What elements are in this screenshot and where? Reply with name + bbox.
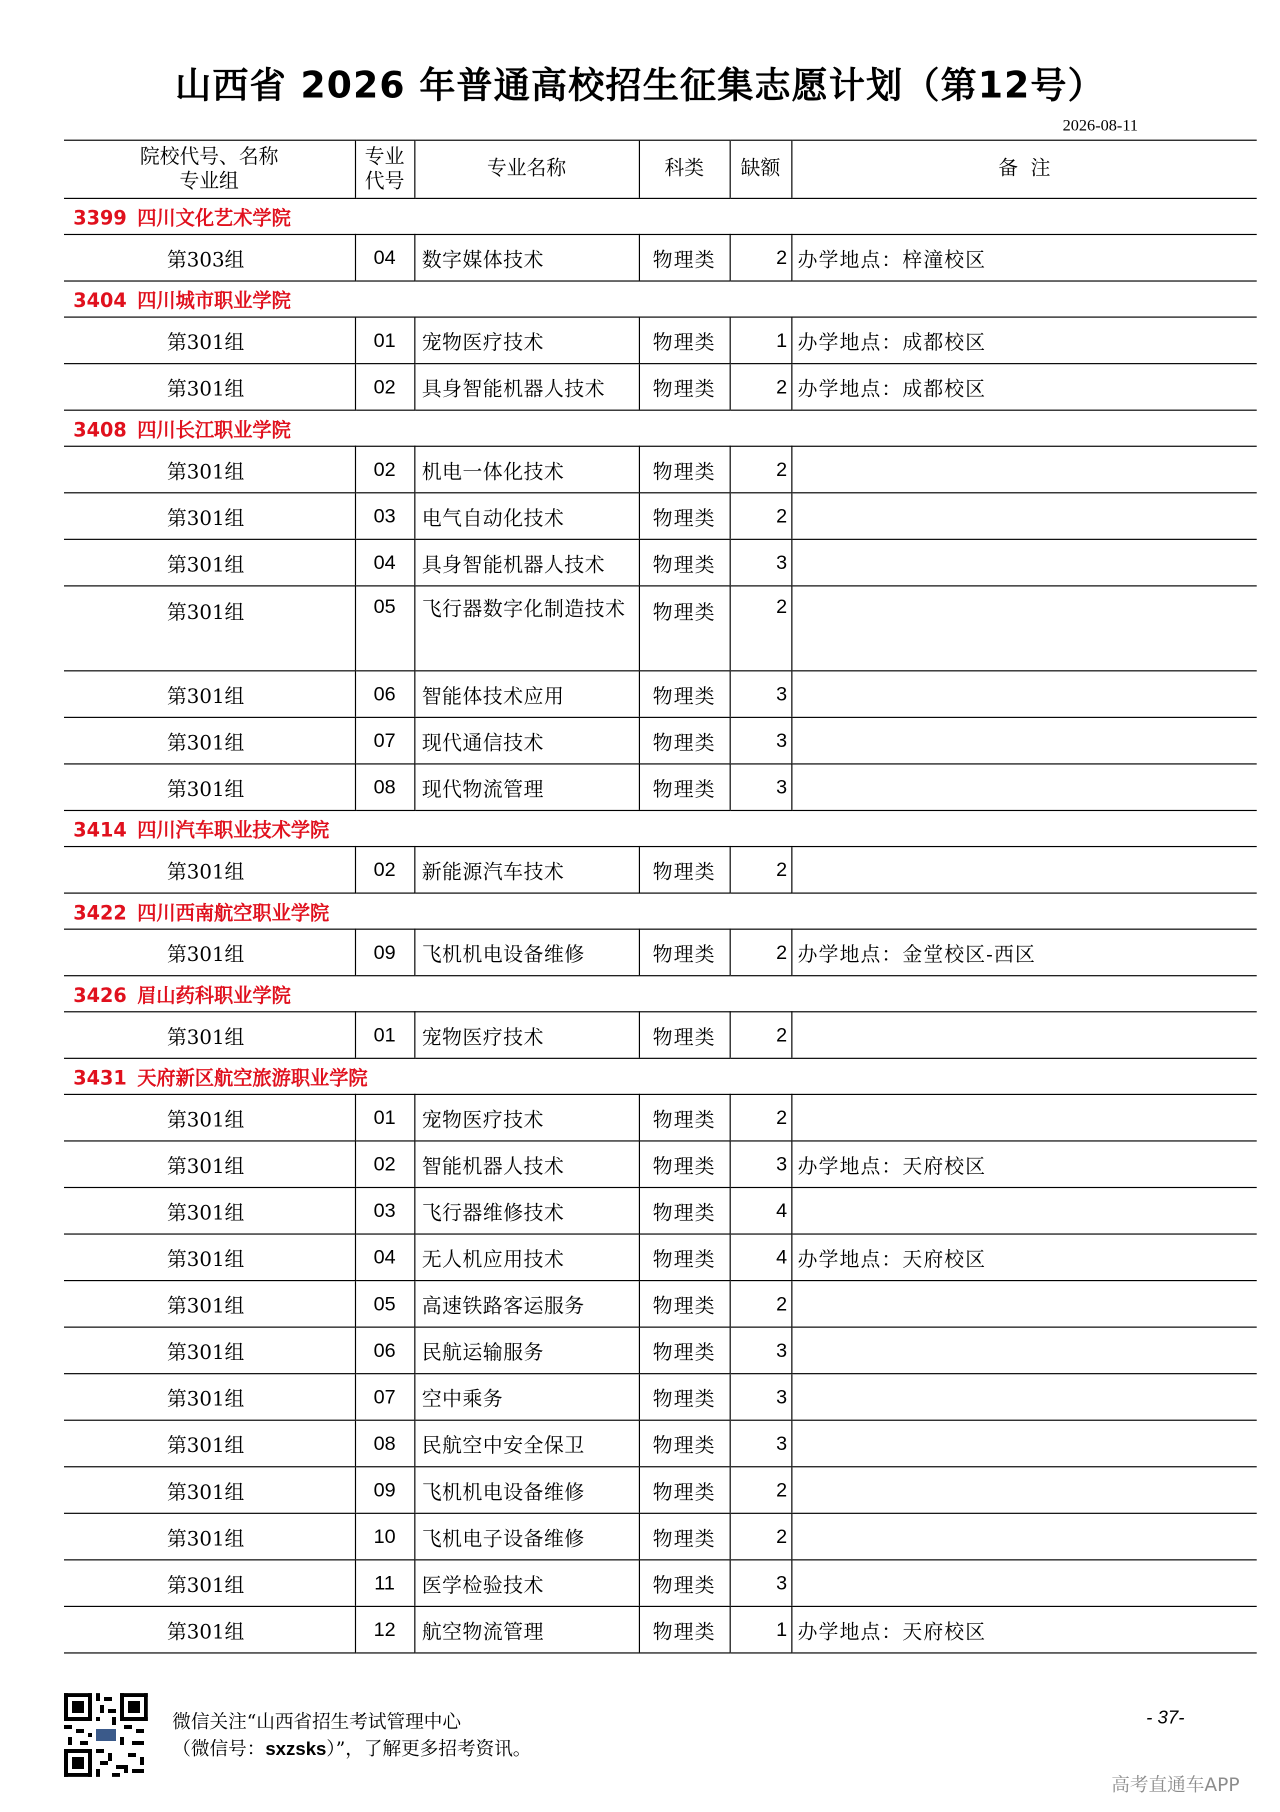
group-cell: 第301组 [64,1281,355,1328]
category-cell: 物理类 [639,1467,730,1514]
group-cell: 第301组 [64,671,355,718]
major-name-cell: 具身智能机器人技术 [414,364,639,411]
school-header-row [64,893,1257,929]
category-cell: 物理类 [639,1234,730,1281]
school-name: 四川长江职业学院 [137,418,291,442]
major-name-cell: 空中乘务 [414,1374,639,1421]
table-row [64,1467,1257,1514]
group-cell: 第301组 [64,1141,355,1188]
note-cell [791,539,1256,586]
school-code: 3431 [73,1067,127,1090]
note-cell [791,847,1256,894]
quota-cell: 2 [730,929,792,976]
quota-cell: 3 [730,1327,792,1374]
group-cell: 第301组 [64,1012,355,1059]
table-row [64,446,1257,493]
note-cell [791,1094,1256,1141]
group-cell: 第301组 [64,317,355,364]
group-cell: 第301组 [64,764,355,811]
group-cell: 第301组 [64,446,355,493]
group-cell: 第301组 [64,1420,355,1467]
major-code-cell: 07 [355,717,414,764]
major-code-cell: 02 [355,1141,414,1188]
major-code-cell: 08 [355,764,414,811]
note-cell [791,1327,1256,1374]
major-code-cell: 02 [355,364,414,411]
header-category: 科类 [639,140,730,198]
watermark: 高考直通车APP [1111,1773,1240,1796]
major-code-cell: 02 [355,847,414,894]
table-row [64,1560,1257,1607]
major-name-cell: 飞机电子设备维修 [414,1513,639,1560]
school-name: 四川文化艺术学院 [137,207,291,230]
major-code-cell: 06 [355,671,414,718]
quota-cell: 2 [730,1012,792,1059]
category-cell: 物理类 [639,1513,730,1560]
table-row [64,1234,1257,1281]
group-cell: 第301组 [64,1374,355,1421]
category-cell: 物理类 [639,493,730,540]
group-cell: 第301组 [64,717,355,764]
category-cell: 物理类 [639,317,730,364]
major-code-cell: 04 [355,539,414,586]
category-cell: 物理类 [639,1187,730,1234]
major-name-cell: 航空物流管理 [414,1606,639,1653]
table-row [64,764,1257,811]
note-cell [791,1374,1256,1421]
group-cell: 第301组 [64,929,355,976]
quota-cell: 2 [730,1467,792,1514]
school-name: 四川汽车职业技术学院 [137,819,330,842]
header-note: 备 注 [791,140,1256,198]
major-name-cell: 飞机机电设备维修 [414,1467,639,1514]
header-major-name: 专业名称 [414,140,639,198]
quota-cell: 3 [730,717,792,764]
group-cell: 第301组 [64,586,355,671]
group-cell: 第301组 [64,847,355,894]
quota-cell: 2 [730,1513,792,1560]
major-code-cell: 08 [355,1420,414,1467]
category-cell: 物理类 [639,1374,730,1421]
quota-cell: 1 [730,317,792,364]
category-cell: 物理类 [639,1420,730,1467]
quota-cell: 3 [730,539,792,586]
major-code-cell: 02 [355,446,414,493]
major-code-cell: 01 [355,317,414,364]
major-name-cell: 现代通信技术 [414,717,639,764]
table-header-row [64,140,1257,198]
category-cell: 物理类 [639,1281,730,1328]
group-cell: 第301组 [64,1560,355,1607]
quota-cell: 4 [730,1187,792,1234]
table-row [64,1187,1257,1234]
group-cell: 第301组 [64,1094,355,1141]
quota-cell: 2 [730,234,792,281]
note-cell: 办学地点：天府校区 [791,1234,1256,1281]
table-row [64,929,1257,976]
school-code: 3404 [73,289,127,312]
group-cell: 第303组 [64,234,355,281]
table-row [64,1513,1257,1560]
group-cell: 第301组 [64,1606,355,1653]
major-code-cell: 06 [355,1327,414,1374]
note-cell [791,1187,1256,1234]
table-row [64,1281,1257,1328]
note-cell [791,493,1256,540]
category-cell: 物理类 [639,847,730,894]
note-cell [791,1281,1256,1328]
major-name-cell: 民航空中安全保卫 [414,1420,639,1467]
quota-cell: 3 [730,671,792,718]
note-cell: 办学地点：成都校区 [791,364,1256,411]
quota-cell: 2 [730,446,792,493]
major-code-cell: 03 [355,1187,414,1234]
major-name-cell: 数字媒体技术 [414,234,639,281]
major-name-cell: 具身智能机器人技术 [414,539,639,586]
major-name-cell: 飞机机电设备维修 [414,929,639,976]
group-cell: 第301组 [64,364,355,411]
school-header-row [64,1058,1257,1094]
major-code-cell: 09 [355,929,414,976]
note-cell [791,446,1256,493]
category-cell: 物理类 [639,539,730,586]
category-cell: 物理类 [639,1141,730,1188]
group-cell: 第301组 [64,1234,355,1281]
plan-table [64,140,1257,1654]
page-title: 山西省 2026 年普通高校招生征集志愿计划（第12号） [175,65,1105,108]
major-name-cell: 现代物流管理 [414,764,639,811]
major-code-cell: 05 [355,586,414,671]
note-cell [791,671,1256,718]
table-row [64,847,1257,894]
category-cell: 物理类 [639,586,730,671]
major-code-cell: 12 [355,1606,414,1653]
qr-code-icon [64,1693,148,1777]
quota-cell: 3 [730,1560,792,1607]
note-cell: 办学地点：天府校区 [791,1606,1256,1653]
page-number: - 37- [1146,1708,1185,1729]
major-code-cell: 01 [355,1012,414,1059]
note-cell: 办学地点：梓潼校区 [791,234,1256,281]
quota-cell: 2 [730,1281,792,1328]
school-header-row [64,198,1257,234]
table-row [64,539,1257,586]
school-code: 3422 [73,901,127,924]
quota-cell: 3 [730,1420,792,1467]
footer-line-1: 微信关注“山西省招生考试管理中心 [172,1710,462,1733]
note-cell [791,764,1256,811]
header-major-code: 专业 代号 [355,140,414,198]
table-row [64,1606,1257,1653]
group-cell: 第301组 [64,539,355,586]
major-code-cell: 07 [355,1374,414,1421]
group-cell: 第301组 [64,1187,355,1234]
major-name-cell: 民航运输服务 [414,1327,639,1374]
quota-cell: 3 [730,764,792,811]
category-cell: 物理类 [639,1606,730,1653]
school-name: 眉山药科职业学院 [137,984,291,1007]
category-cell: 物理类 [639,1012,730,1059]
major-code-cell: 05 [355,1281,414,1328]
quota-cell: 3 [730,1141,792,1188]
note-cell [791,586,1256,671]
category-cell: 物理类 [639,364,730,411]
footer-line-2: （微信号：sxzsks）”，了解更多招考资讯。 [172,1737,532,1760]
note-cell [791,1467,1256,1514]
major-name-cell: 智能机器人技术 [414,1141,639,1188]
school-code: 3414 [73,819,127,842]
quota-cell: 2 [730,847,792,894]
school-header-row [64,281,1257,317]
major-name-cell: 机电一体化技术 [414,446,639,493]
table-row [64,717,1257,764]
major-code-cell: 04 [355,234,414,281]
quota-cell: 2 [730,493,792,540]
header-school: 院校代号、名称 专业组 [64,140,355,198]
school-header-row [64,976,1257,1012]
wechat-id: sxzsks [265,1739,327,1760]
major-name-cell: 高速铁路客运服务 [414,1281,639,1328]
major-code-cell: 01 [355,1094,414,1141]
table-row [64,234,1257,281]
note-cell: 办学地点：天府校区 [791,1141,1256,1188]
category-cell: 物理类 [639,717,730,764]
school-name: 四川西南航空职业学院 [137,901,330,924]
school-code: 3399 [73,207,127,230]
table-row [64,1012,1257,1059]
quota-cell: 2 [730,1094,792,1141]
table-row [64,317,1257,364]
note-cell [791,1513,1256,1560]
table-row [64,1141,1257,1188]
major-code-cell: 10 [355,1513,414,1560]
major-code-cell: 04 [355,1234,414,1281]
table-row [64,364,1257,411]
school-code: 3408 [73,418,127,442]
table-row [64,493,1257,540]
major-code-cell: 03 [355,493,414,540]
table-row [64,1327,1257,1374]
note-cell [791,1012,1256,1059]
table-row [64,1374,1257,1421]
quota-cell: 2 [730,586,792,671]
note-cell [791,717,1256,764]
publish-date: 2026-08-11 [1062,117,1139,135]
table-row [64,1420,1257,1467]
category-cell: 物理类 [639,234,730,281]
footer-text [172,1708,531,1763]
school-name: 天府新区航空旅游职业学院 [137,1067,368,1090]
quota-cell: 3 [730,1374,792,1421]
major-name-cell: 电气自动化技术 [414,493,639,540]
major-name-cell: 医学检验技术 [414,1560,639,1607]
quota-cell: 4 [730,1234,792,1281]
major-name-cell: 宠物医疗技术 [414,1094,639,1141]
group-cell: 第301组 [64,1513,355,1560]
major-name-cell: 新能源汽车技术 [414,847,639,894]
category-cell: 物理类 [639,671,730,718]
major-name-cell: 无人机应用技术 [414,1234,639,1281]
category-cell: 物理类 [639,1094,730,1141]
major-name-cell: 宠物医疗技术 [414,1012,639,1059]
major-name-cell: 宠物医疗技术 [414,317,639,364]
major-code-cell: 11 [355,1560,414,1607]
school-header-row [64,810,1257,846]
school-header-row [64,410,1257,446]
quota-cell: 2 [730,364,792,411]
group-cell: 第301组 [64,1467,355,1514]
category-cell: 物理类 [639,1560,730,1607]
group-cell: 第301组 [64,1327,355,1374]
major-name-cell: 飞行器维修技术 [414,1187,639,1234]
major-code-cell: 09 [355,1467,414,1514]
note-cell: 办学地点：金堂校区-西区 [791,929,1256,976]
school-code: 3426 [73,984,127,1007]
table-row [64,1094,1257,1141]
category-cell: 物理类 [639,764,730,811]
note-cell [791,1420,1256,1467]
table-row [64,586,1257,671]
category-cell: 物理类 [639,1327,730,1374]
quota-cell: 1 [730,1606,792,1653]
school-name: 四川城市职业学院 [137,289,291,312]
major-name-cell: 智能体技术应用 [414,671,639,718]
category-cell: 物理类 [639,929,730,976]
category-cell: 物理类 [639,446,730,493]
group-cell: 第301组 [64,493,355,540]
table-row [64,671,1257,718]
major-name-cell: 飞行器数字化制造技术 [414,586,639,671]
note-cell: 办学地点：成都校区 [791,317,1256,364]
header-quota: 缺额 [730,140,792,198]
note-cell [791,1560,1256,1607]
